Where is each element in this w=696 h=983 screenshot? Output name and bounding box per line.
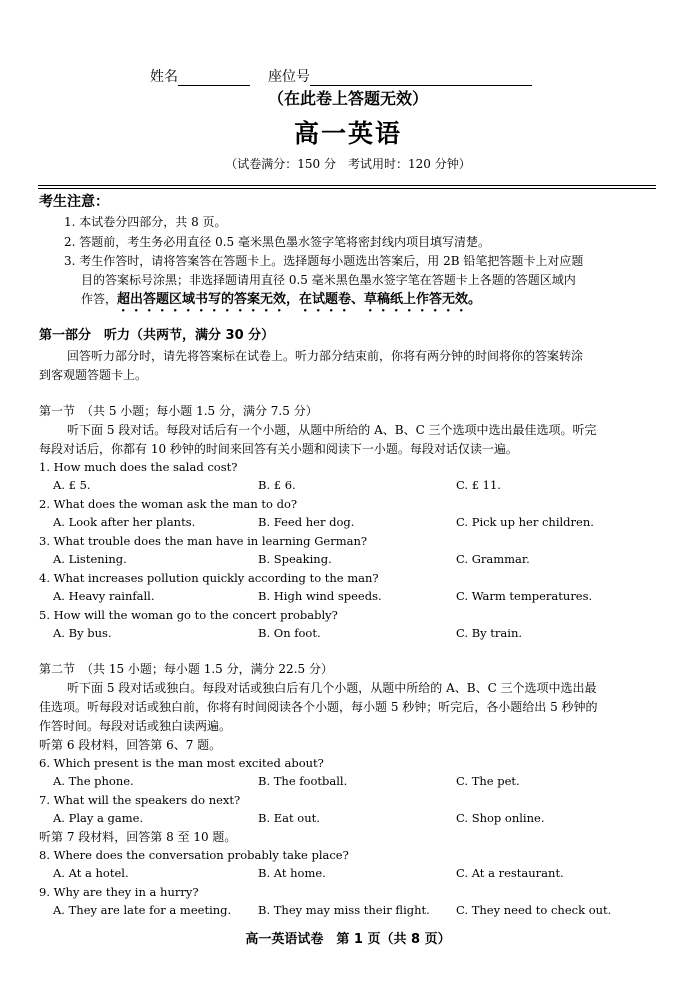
notice-item: 3. 考生作答时，请将答案答在答题卡上。选择题每小题选出答案后，用 2B 铅笔把答题卡上对应题 [64, 254, 584, 268]
option-c[interactable]: C. At a restaurant. [456, 866, 564, 880]
option-b[interactable]: B. On foot. [258, 626, 321, 640]
option-b[interactable]: B. Eat out. [258, 811, 320, 825]
option-a[interactable]: A. £ 5. [53, 478, 91, 492]
option-c[interactable]: C. Pick up her children. [456, 515, 594, 529]
section2-intro: 作答时间。每段对话或独白读两遍。 [39, 719, 232, 733]
notice-item: 1. 本试卷分四部分，共 8 页。 [64, 215, 227, 229]
notice-emphasis: 超出答题区域书写的答案无效，在试题卷、草稿纸上作答无效。 [117, 292, 482, 307]
exam-meta: （试卷满分：150 分 考试用时：120 分钟） [225, 157, 471, 171]
part1-heading: 第一部分 听力（共两节，满分 30 分） [39, 328, 275, 343]
notice-item: 2. 答题前，考生务必用直径 0.5 毫米黑色墨水签字笔将密封线内项目填写清楚。 [64, 235, 490, 249]
question-stem: 3. What trouble does the man have in learning German? [39, 534, 368, 548]
section2-heading: 第二节 （共 15 小题；每小题 1.5 分，满分 22.5 分） [39, 662, 333, 676]
option-b[interactable]: B. £ 6. [258, 478, 296, 492]
divider-top [38, 185, 656, 186]
section2-intro: 听下面 5 段对话或独白。每段对话或独白后有几个小题，从题中所给的 A、B、C 三个选项中选出最 [67, 681, 597, 695]
option-a[interactable]: A. Listening. [53, 552, 127, 566]
section1-intro: 听下面 5 段对话。每段对话后有一个小题，从题中所给的 A、B、C 三个选项中选出最佳选项。听完 [67, 423, 597, 437]
invalid-note: （在此卷上答题无效） [267, 89, 428, 108]
seat-field[interactable] [310, 71, 532, 86]
name-seat-line [150, 66, 532, 86]
notice-item [81, 291, 481, 315]
option-c[interactable]: C. The pet. [456, 774, 520, 788]
option-a[interactable]: A. Heavy rainfall. [53, 589, 155, 603]
option-b[interactable]: B. Speaking. [258, 552, 332, 566]
option-b[interactable]: B. They may miss their flight. [258, 903, 430, 917]
option-a[interactable]: A. They are late for a meeting. [53, 903, 232, 917]
option-b[interactable]: B. Feed her dog. [258, 515, 355, 529]
question-stem: 4. What increases pollution quickly according to the man? [39, 571, 379, 585]
option-a[interactable]: A. Look after her plants. [53, 515, 196, 529]
question-stem: 8. Where does the conversation probably take place? [39, 848, 349, 862]
option-b[interactable]: B. High wind speeds. [258, 589, 382, 603]
question-stem: 6. Which present is the man most excited about? [39, 756, 324, 770]
page-title: 高一英语 [293, 119, 402, 148]
option-a[interactable]: A. By bus. [53, 626, 112, 640]
option-c[interactable]: C. £ 11. [456, 478, 501, 492]
part1-intro: 回答听力部分时，请先将答案标在试卷上。听力部分结束前，你将有两分钟的时间将你的答案转涂 [67, 349, 584, 363]
option-b[interactable]: B. The football. [258, 774, 348, 788]
section1-heading: 第一节 （共 5 小题；每小题 1.5 分，满分 7.5 分） [39, 404, 318, 418]
group-instruction: 听第 7 段材料，回答第 8 至 10 题。 [39, 830, 237, 844]
question-stem: 2. What does the woman ask the man to do? [39, 497, 298, 511]
name-label: 姓名 [150, 69, 178, 85]
notice-title: 考生注意： [39, 194, 109, 210]
question-stem: 7. What will the speakers do next? [39, 793, 241, 807]
option-c[interactable]: C. Warm temperatures. [456, 589, 593, 603]
page-footer: 高一英语试卷 第 1 页（共 8 页） [245, 932, 451, 947]
option-c[interactable]: C. They need to check out. [456, 903, 612, 917]
divider-bottom [38, 188, 656, 189]
option-a[interactable]: A. Play a game. [53, 811, 144, 825]
section1-intro: 每段对话后，你都有 10 秒钟的时间来回答有关小题和阅读下一小题。每段对话仅读一遍。 [39, 442, 518, 456]
notice-item: 目的答案标号涂黑；非选择题请用直径 0.5 毫米黑色墨水签字笔在答题卡上各题的答题区域内 [81, 273, 576, 287]
part1-intro: 到客观题答题卡上。 [39, 368, 148, 382]
name-field[interactable] [178, 71, 250, 86]
seat-label: 座位号 [268, 69, 310, 85]
option-c[interactable]: C. Grammar. [456, 552, 530, 566]
notice-item-lead: 作答， [81, 292, 118, 306]
question-stem: 9. Why are they in a hurry? [39, 885, 199, 899]
option-a[interactable]: A. At a hotel. [53, 866, 129, 880]
group-instruction: 听第 6 段材料，回答第 6、7 题。 [39, 738, 222, 752]
option-a[interactable]: A. The phone. [53, 774, 134, 788]
section2-intro: 佳选项。听每段对话或独白前，你将有时间阅读各个小题，每小题 5 秒钟；听完后，各小题给出 5 秒钟的 [39, 700, 598, 714]
question-stem: 1. How much does the salad cost? [39, 460, 238, 474]
option-b[interactable]: B. At home. [258, 866, 326, 880]
question-stem: 5. How will the woman go to the concert probably? [39, 608, 338, 622]
option-c[interactable]: C. By train. [456, 626, 523, 640]
option-c[interactable]: C. Shop online. [456, 811, 545, 825]
